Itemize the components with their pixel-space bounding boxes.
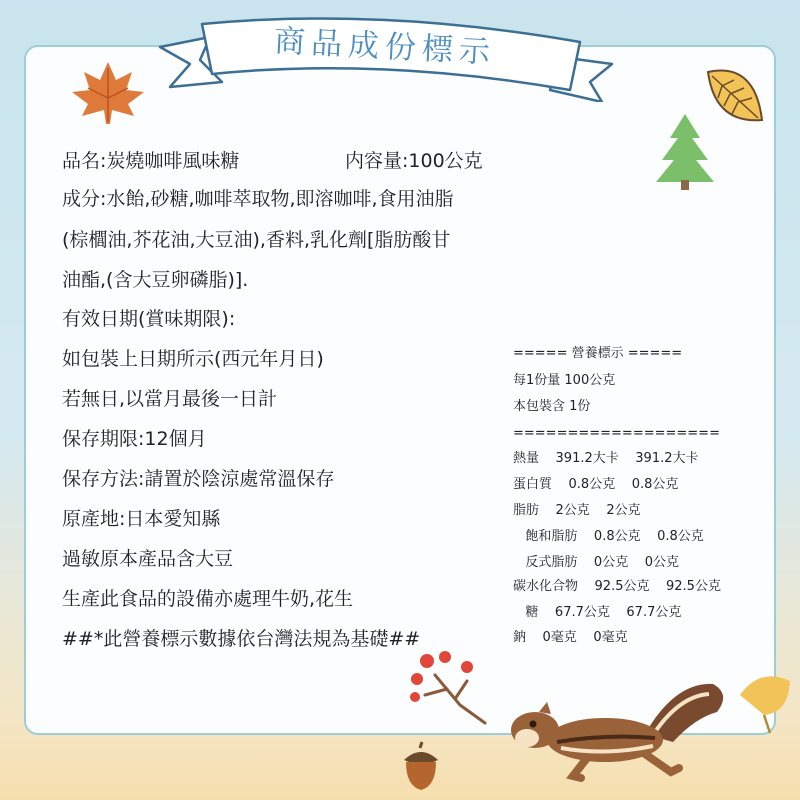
acorn-icon — [398, 740, 444, 792]
nutrition-row: 鈉 0毫克 0毫克 — [513, 630, 628, 645]
pine-tree-icon — [650, 112, 720, 192]
nutrition-row: 熱量 391.2大卡 391.2大卡 — [513, 451, 699, 466]
ingredients-line-3: 油酯,(含大豆卵磷脂)]. — [62, 269, 249, 291]
product-name: 品名:炭燒咖啡風味糖 — [62, 150, 240, 172]
banner-title: 商品成份標示 — [273, 23, 497, 71]
expiry-note: 若無日,以當月最後一日計 — [62, 388, 278, 410]
footnote: ##*此營養標示數據依台灣法規為基礎## — [62, 628, 421, 650]
nutrition-row: 脂肪 2公克 2公克 — [513, 503, 641, 518]
nutrition-row: 反式脂肪 0公克 0公克 — [513, 555, 679, 570]
shelf-life: 保存期限:12個月 — [62, 428, 207, 450]
expiry-value: 如包裝上日期所示(西元年月日) — [62, 348, 324, 370]
maple-leaf-icon — [68, 58, 148, 128]
facility-note: 生產此食品的設備亦處理牛奶,花生 — [62, 588, 354, 610]
ingredients-line-2: (棕櫚油,芥花油,大豆油),香料,乳化劑[脂肪酸甘 — [62, 229, 451, 251]
nutrition-row: 蛋白質 0.8公克 0.8公克 — [513, 477, 679, 492]
ginkgo-leaf-icon — [730, 665, 800, 735]
allergen-info: 過敏原本產品含大豆 — [62, 548, 234, 570]
chipmunk-icon — [495, 672, 735, 782]
nutrition-divider: =================== — [513, 426, 720, 441]
expiry-label: 有效日期(賞味期限): — [62, 308, 236, 330]
origin: 原產地:日本愛知縣 — [62, 508, 221, 530]
nutrition-header: ===== 營養標示 ===== — [513, 346, 683, 361]
net-content: 内容量:100公克 — [345, 150, 483, 172]
servings-per-package: 本包裝含 1份 — [513, 399, 591, 414]
nutrition-row: 糖 67.7公克 67.7公克 — [513, 605, 682, 620]
storage-method: 保存方法:請置於陰涼處常溫保存 — [62, 468, 335, 490]
nutrition-row: 碳水化合物 92.5公克 92.5公克 — [513, 579, 721, 594]
nutrition-row: 飽和脂肪 0.8公克 0.8公克 — [513, 529, 704, 544]
ingredients-line-1: 成分:水飴,砂糖,咖啡萃取物,即溶咖啡,食用油脂 — [62, 188, 454, 210]
berry-branch-icon — [405, 645, 495, 725]
serving-size: 每1份量 100公克 — [513, 373, 616, 388]
